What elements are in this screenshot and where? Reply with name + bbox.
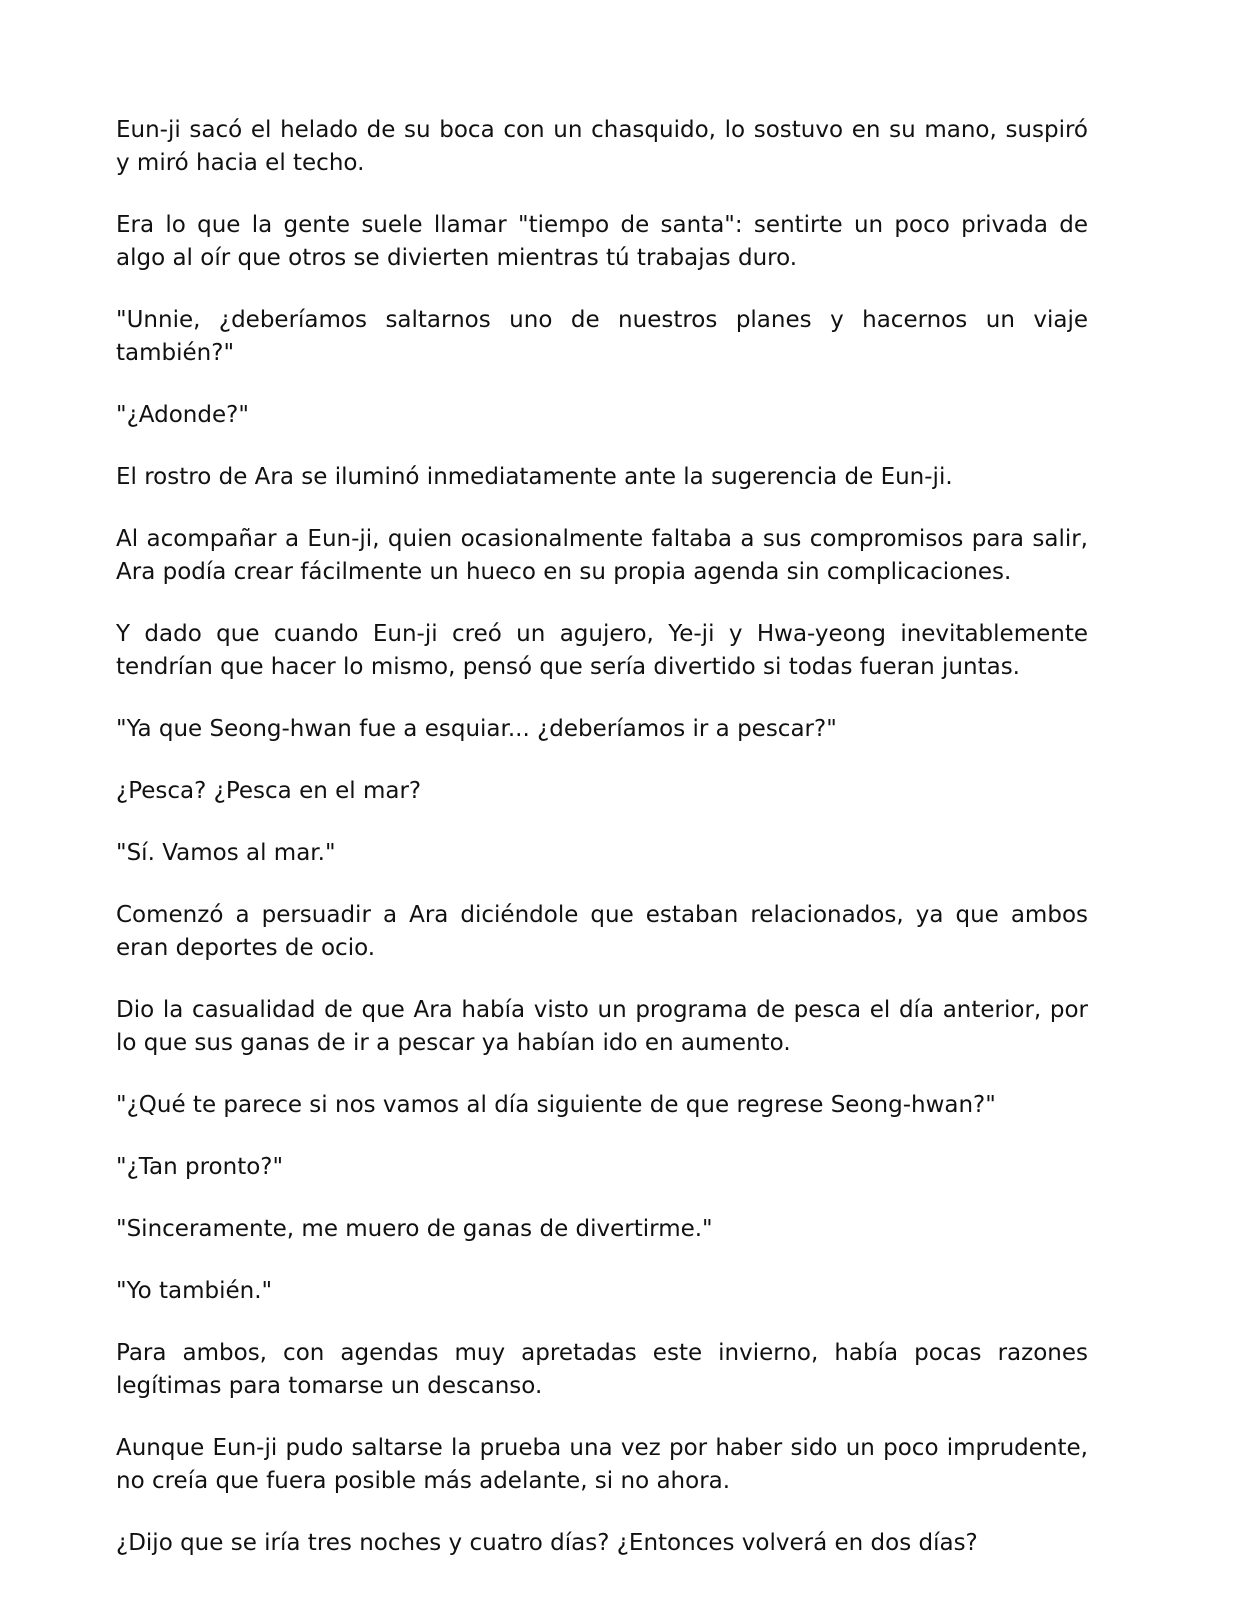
paragraph: "Yo también." — [116, 1278, 273, 1304]
paragraph: "Sí. Vamos al mar." — [116, 840, 336, 866]
paragraph: "¿Tan pronto?" — [116, 1154, 284, 1180]
paragraph: ¿Dijo que se iría tres noches y cuatro días? ¿Entonces volverá en dos días? — [116, 1530, 978, 1556]
paragraph: Eun-ji sacó el helado de su boca con un chasquido, lo sostuvo en su mano, suspiró y miró hacia el techo. — [116, 117, 1088, 176]
body-text — [116, 114, 1088, 1589]
paragraph: Al acompañar a Eun-ji, quien ocasionalmente faltaba a sus compromisos para salir, Ara podía crear fácilmente un hueco en su propia agenda sin complicaciones. — [116, 526, 1088, 585]
paragraph: "Ya que Seong-hwan fue a esquiar... ¿deberíamos ir a pescar?" — [116, 716, 837, 742]
paragraph: Para ambos, con agendas muy apretadas este invierno, había pocas razones legítimas para tomarse un descanso. — [116, 1340, 1088, 1399]
paragraph: "Sinceramente, me muero de ganas de divertirme." — [116, 1216, 713, 1242]
paragraph: Comenzó a persuadir a Ara diciéndole que estaban relacionados, ya que ambos eran deportes de ocio. — [116, 902, 1088, 961]
paragraph: Dio la casualidad de que Ara había visto un programa de pesca el día anterior, por lo que sus ganas de ir a pescar ya habían ido en aumento. — [116, 997, 1088, 1056]
paragraph: "Unnie, ¿deberíamos saltarnos uno de nuestros planes y hacernos un viaje también?" — [116, 307, 1088, 366]
paragraph: "¿Adonde?" — [116, 402, 249, 428]
paragraph: Y dado que cuando Eun-ji creó un agujero, Ye-ji y Hwa-yeong inevitablemente tendrían que hacer lo mismo, pensó que sería divertido si todas fueran juntas. — [116, 621, 1088, 680]
paragraph: ¿Pesca? ¿Pesca en el mar? — [116, 778, 422, 804]
paragraph: Era lo que la gente suele llamar "tiempo de santa": sentirte un poco privada de algo al oír que otros se divierten mientras tú trabajas duro. — [116, 212, 1088, 271]
paragraph: El rostro de Ara se iluminó inmediatamente ante la sugerencia de Eun-ji. — [116, 464, 953, 490]
paragraph: Aunque Eun-ji pudo saltarse la prueba una vez por haber sido un poco imprudente, no creía que fuera posible más adelante, si no ahora. — [116, 1435, 1088, 1494]
paragraph: "¿Qué te parece si nos vamos al día siguiente de que regrese Seong-hwan?" — [116, 1092, 996, 1118]
